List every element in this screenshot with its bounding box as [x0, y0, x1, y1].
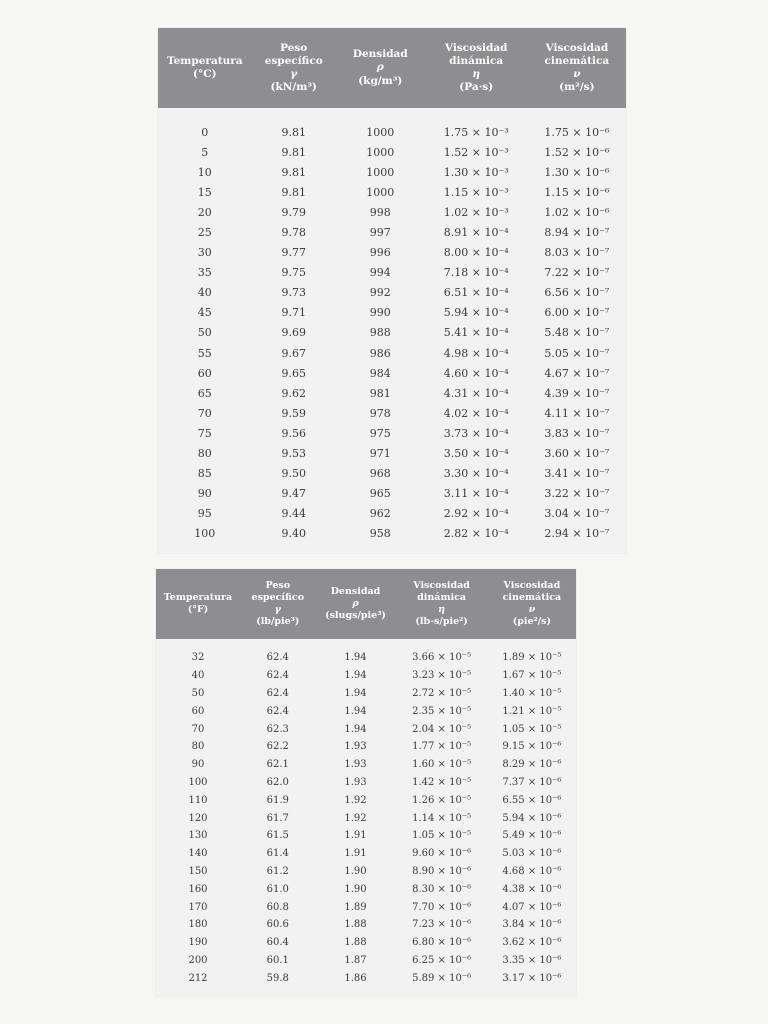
header-symbol: ρ	[376, 61, 384, 74]
table-row	[158, 222, 626, 242]
us-header-row	[156, 569, 576, 639]
table-cell: 1.21 × 10⁻⁵	[502, 705, 562, 717]
si-table	[158, 28, 626, 544]
table-cell: 1.91	[344, 848, 367, 860]
table-cell: 992	[369, 286, 391, 300]
table-cell: 1000	[366, 125, 395, 139]
table-cell: 968	[369, 467, 391, 481]
table-cell: 3.50 × 10⁻⁴	[443, 447, 509, 461]
table-cell: 100	[188, 776, 208, 788]
table-cell: 9.81	[281, 125, 306, 139]
header-title: Temperatura	[167, 54, 243, 67]
table-cell: 9.47	[281, 487, 306, 501]
table-row	[156, 845, 576, 863]
table-cell: 9.60 × 10⁻⁶	[412, 848, 472, 860]
si-header-row	[158, 28, 626, 108]
table-cell: 3.11 × 10⁻⁴	[443, 487, 509, 501]
table-cell: 1.60 × 10⁻⁵	[412, 759, 472, 771]
table-cell: 9.78	[281, 226, 306, 240]
table-cell: 65	[197, 386, 212, 400]
table-cell: 1.15 × 10⁻⁶	[544, 185, 610, 199]
table-row	[158, 263, 626, 283]
table-row	[156, 756, 576, 774]
table-cell: 90	[197, 487, 212, 501]
table-cell: 996	[369, 246, 391, 260]
table-cell: 3.23 × 10⁻⁵	[412, 670, 472, 682]
table-cell: 62.2	[266, 741, 289, 753]
table-cell: 85	[197, 467, 212, 481]
table-cell: 2.92 × 10⁻⁴	[443, 507, 509, 521]
table-cell: 61.5	[266, 830, 289, 842]
table-cell: 7.18 × 10⁻⁴	[443, 266, 509, 280]
table-cell: 62.4	[266, 652, 289, 664]
si-table-body	[158, 108, 626, 544]
table-cell: 1.94	[344, 687, 367, 699]
table-cell: 1.75 × 10⁻⁶	[544, 125, 610, 139]
header-unit: (m²/s)	[559, 81, 595, 94]
header-title: Temperatura	[163, 592, 233, 604]
table-cell: 1.94	[344, 723, 367, 735]
table-row	[156, 685, 576, 703]
table-cell: 9.81	[281, 165, 306, 179]
table-cell: 1.26 × 10⁻⁵	[412, 794, 472, 806]
table-row	[156, 952, 576, 970]
table-cell: 5.48 × 10⁻⁷	[544, 326, 610, 340]
si_table-header-cell	[158, 28, 252, 108]
table-cell: 1.94	[344, 670, 367, 682]
table-cell: 10	[197, 165, 212, 179]
table-cell: 9.69	[281, 326, 306, 340]
si_table-header-cell	[252, 28, 336, 108]
table-row	[158, 343, 626, 363]
si-units-water-properties-table	[158, 28, 626, 553]
table-cell: 1.93	[344, 759, 367, 771]
table-row	[156, 702, 576, 720]
table-cell: 1.30 × 10⁻⁶	[544, 165, 610, 179]
table-cell: 15	[197, 185, 212, 199]
table-cell: 8.03 × 10⁻⁷	[544, 246, 610, 260]
table-row	[156, 720, 576, 738]
table-cell: 8.90 × 10⁻⁶	[412, 865, 472, 877]
table-cell: 8.00 × 10⁻⁴	[443, 246, 509, 260]
table-cell: 9.15 × 10⁻⁶	[502, 741, 562, 753]
table-cell: 61.7	[266, 812, 289, 824]
si-table-header	[158, 28, 626, 108]
us_table-header-cell	[395, 569, 487, 639]
table-cell: 1.05 × 10⁻⁵	[502, 723, 562, 735]
header-title: Viscosidad dinámica	[413, 580, 470, 604]
table-row	[158, 403, 626, 423]
table-cell: 5.03 × 10⁻⁶	[502, 848, 562, 860]
table-cell: 7.70 × 10⁻⁶	[412, 901, 472, 913]
table-cell: 3.62 × 10⁻⁶	[502, 937, 562, 949]
table-cell: 75	[197, 426, 212, 440]
table-row	[158, 108, 626, 142]
header-symbol: η	[438, 604, 446, 615]
table-cell: 170	[188, 901, 208, 913]
table-cell: 3.83 × 10⁻⁷	[544, 426, 610, 440]
table-cell: 50	[191, 687, 205, 699]
header-symbol: ν	[573, 68, 581, 80]
table-cell: 5.41 × 10⁻⁴	[443, 326, 509, 340]
table-cell: 978	[369, 406, 391, 420]
table-cell: 5	[201, 145, 209, 159]
table-cell: 3.66 × 10⁻⁵	[412, 652, 472, 664]
table-cell: 1000	[366, 165, 395, 179]
header-title: Viscosidad dinámica	[444, 41, 508, 67]
table-cell: 130	[188, 830, 208, 842]
table-row	[158, 444, 626, 464]
header-title: Densidad	[330, 586, 381, 598]
table-cell: 60	[197, 366, 212, 380]
header-title: Peso específico	[264, 41, 323, 67]
header-unit: (Pa·s)	[459, 81, 494, 94]
header-unit: (lb-s/pie²)	[415, 615, 468, 627]
table-cell: 1.02 × 10⁻⁶	[544, 205, 610, 219]
header-unit: (slugs/pie³)	[325, 609, 386, 621]
table-cell: 62.4	[266, 687, 289, 699]
header-symbol: ρ	[352, 598, 359, 610]
table-row	[158, 182, 626, 202]
table-cell: 1.52 × 10⁻³	[443, 145, 509, 159]
table-cell: 60.8	[266, 901, 289, 913]
table-cell: 988	[369, 326, 391, 340]
table-cell: 3.22 × 10⁻⁷	[544, 487, 610, 501]
table-cell: 1.93	[344, 776, 367, 788]
table-cell: 61.2	[266, 865, 289, 877]
table-cell: 9.59	[281, 406, 306, 420]
table-cell: 1.88	[344, 937, 367, 949]
table-row	[158, 303, 626, 323]
table-cell: 1.52 × 10⁻⁶	[544, 145, 610, 159]
table-cell: 2.94 × 10⁻⁷	[544, 527, 610, 541]
table-row	[156, 969, 576, 987]
table-row	[156, 863, 576, 881]
table-cell: 5.94 × 10⁻⁴	[443, 306, 509, 320]
table-cell: 984	[369, 366, 391, 380]
table-cell: 55	[197, 346, 212, 360]
table-cell: 1.40 × 10⁻⁵	[502, 687, 562, 699]
header-title: Densidad	[352, 48, 408, 61]
table-cell: 1.77 × 10⁻⁵	[412, 741, 472, 753]
table-cell: 7.22 × 10⁻⁷	[544, 266, 610, 280]
table-cell: 35	[197, 266, 212, 280]
header-title: Peso específico	[251, 580, 305, 604]
table-row	[158, 323, 626, 343]
table-cell: 6.25 × 10⁻⁶	[412, 954, 472, 966]
table-cell: 994	[369, 266, 391, 280]
table-cell: 5.49 × 10⁻⁶	[502, 830, 562, 842]
header-symbol: η	[472, 68, 481, 80]
table-row	[156, 738, 576, 756]
table-row	[158, 504, 626, 524]
table-cell: 4.98 × 10⁻⁴	[443, 346, 509, 360]
table-cell: 3.17 × 10⁻⁶	[502, 972, 562, 984]
header-symbol: γ	[274, 604, 281, 615]
table-cell: 9.71	[281, 306, 306, 320]
table-row	[156, 774, 576, 792]
table-row	[156, 791, 576, 809]
header-unit: (kN/m³)	[270, 81, 317, 94]
us-table	[156, 569, 576, 987]
table-cell: 80	[197, 447, 212, 461]
table-cell: 32	[191, 652, 205, 664]
table-cell: 3.04 × 10⁻⁷	[544, 507, 610, 521]
si_table-header-cell	[336, 28, 425, 108]
table-cell: 7.37 × 10⁻⁶	[502, 776, 562, 788]
table-cell: 4.39 × 10⁻⁷	[544, 386, 610, 400]
table-cell: 140	[188, 848, 208, 860]
table-cell: 61.9	[266, 794, 289, 806]
table-cell: 1.94	[344, 652, 367, 664]
table-cell: 2.35 × 10⁻⁵	[412, 705, 472, 717]
table-cell: 6.56 × 10⁻⁷	[544, 286, 610, 300]
table-cell: 9.77	[281, 246, 306, 260]
table-cell: 9.40	[281, 527, 306, 541]
table-cell: 180	[188, 919, 208, 931]
table-row	[158, 243, 626, 263]
table-cell: 30	[197, 246, 212, 260]
table-row	[156, 880, 576, 898]
table-cell: 965	[369, 487, 391, 501]
table-cell: 9.65	[281, 366, 306, 380]
table-cell: 1000	[366, 145, 395, 159]
table-cell: 998	[369, 205, 391, 219]
table-cell: 6.55 × 10⁻⁶	[502, 794, 562, 806]
header-symbol: ν	[528, 604, 536, 615]
table-row	[156, 934, 576, 952]
table-cell: 25	[197, 226, 212, 240]
table-cell: 60	[191, 705, 205, 717]
table-cell: 2.82 × 10⁻⁴	[443, 527, 509, 541]
header-unit: (pie²/s)	[512, 615, 552, 627]
table-row	[158, 202, 626, 222]
us_table-header-cell	[316, 569, 396, 639]
table-cell: 1.90	[344, 883, 367, 895]
header-unit: (°F)	[187, 604, 209, 615]
table-cell: 40	[197, 286, 212, 300]
table-cell: 1.88	[344, 919, 367, 931]
table-row	[156, 827, 576, 845]
table-cell: 9.62	[281, 386, 306, 400]
table-cell: 9.67	[281, 346, 306, 360]
table-cell: 9.53	[281, 447, 306, 461]
table-cell: 40	[191, 670, 205, 682]
table-cell: 1.42 × 10⁻⁵	[412, 776, 472, 788]
table-cell: 1.30 × 10⁻³	[443, 165, 509, 179]
table-cell: 1.75 × 10⁻³	[443, 125, 509, 139]
header-symbol: γ	[290, 68, 298, 80]
table-cell: 61.4	[266, 848, 289, 860]
table-cell: 59.8	[266, 972, 289, 984]
table-cell: 5.89 × 10⁻⁶	[412, 972, 472, 984]
table-cell: 1.14 × 10⁻⁵	[412, 812, 472, 824]
table-row	[158, 524, 626, 544]
table-cell: 1.67 × 10⁻⁵	[502, 670, 562, 682]
table-cell: 62.0	[266, 776, 289, 788]
table-cell: 1.92	[344, 812, 367, 824]
table-cell: 986	[369, 346, 391, 360]
table-row	[158, 484, 626, 504]
table-cell: 1.92	[344, 794, 367, 806]
table-cell: 212	[188, 972, 208, 984]
table-cell: 9.79	[281, 205, 306, 219]
table-cell: 200	[188, 954, 208, 966]
table-cell: 60.1	[266, 954, 289, 966]
table-cell: 90	[191, 759, 205, 771]
table-cell: 1.90	[344, 865, 367, 877]
table-cell: 2.04 × 10⁻⁵	[412, 723, 472, 735]
table-row	[158, 162, 626, 182]
table-cell: 3.60 × 10⁻⁷	[544, 447, 610, 461]
us_table-header-cell	[240, 569, 316, 639]
table-row	[158, 464, 626, 484]
table-cell: 120	[188, 812, 208, 824]
table-cell: 190	[188, 937, 208, 949]
table-cell: 45	[197, 306, 212, 320]
table-cell: 9.73	[281, 286, 306, 300]
table-cell: 962	[369, 507, 391, 521]
table-cell: 7.23 × 10⁻⁶	[412, 919, 472, 931]
table-row	[158, 142, 626, 162]
table-cell: 60.6	[266, 919, 289, 931]
table-cell: 1.05 × 10⁻⁵	[412, 830, 472, 842]
table-cell: 9.75	[281, 266, 306, 280]
table-cell: 5.94 × 10⁻⁶	[502, 812, 562, 824]
us-table-body	[156, 639, 576, 987]
table-cell: 3.35 × 10⁻⁶	[502, 954, 562, 966]
table-cell: 110	[188, 794, 208, 806]
table-cell: 4.38 × 10⁻⁶	[502, 883, 562, 895]
table-cell: 50	[197, 326, 212, 340]
si_table-header-cell	[425, 28, 528, 108]
table-cell: 9.81	[281, 145, 306, 159]
table-cell: 3.30 × 10⁻⁴	[443, 467, 509, 481]
table-cell: 70	[191, 723, 205, 735]
header-title: Viscosidad cinemática	[544, 41, 610, 67]
table-cell: 5.05 × 10⁻⁷	[544, 346, 610, 360]
table-cell: 4.07 × 10⁻⁶	[502, 901, 562, 913]
table-row	[158, 283, 626, 303]
table-cell: 62.1	[266, 759, 289, 771]
table-cell: 1.15 × 10⁻³	[443, 185, 509, 199]
us-units-water-properties-table	[156, 569, 576, 997]
table-cell: 1.02 × 10⁻³	[443, 205, 509, 219]
table-cell: 1.86	[344, 972, 367, 984]
header-title: Viscosidad cinemática	[502, 580, 562, 604]
table-cell: 981	[369, 386, 391, 400]
table-row	[156, 667, 576, 685]
table-cell: 975	[369, 426, 391, 440]
table-cell: 6.00 × 10⁻⁷	[544, 306, 610, 320]
table-cell: 4.68 × 10⁻⁶	[502, 865, 562, 877]
table-cell: 3.41 × 10⁻⁷	[544, 467, 610, 481]
table-cell: 9.81	[281, 185, 306, 199]
table-cell: 1.94	[344, 705, 367, 717]
table-row	[158, 383, 626, 403]
table-cell: 6.80 × 10⁻⁶	[412, 937, 472, 949]
table-cell: 990	[369, 306, 391, 320]
table-cell: 4.67 × 10⁻⁷	[544, 366, 610, 380]
table-cell: 150	[188, 865, 208, 877]
table-cell: 20	[197, 205, 212, 219]
table-cell: 62.4	[266, 705, 289, 717]
table-cell: 958	[369, 527, 391, 541]
table-cell: 1.91	[344, 830, 367, 842]
table-cell: 971	[369, 447, 391, 461]
us-table-header	[156, 569, 576, 639]
table-row	[156, 639, 576, 667]
table-cell: 3.73 × 10⁻⁴	[443, 426, 509, 440]
table-cell: 8.91 × 10⁻⁴	[443, 226, 509, 240]
header-unit: (lb/pie³)	[256, 615, 300, 627]
table-cell: 8.29 × 10⁻⁶	[502, 759, 562, 771]
us_table-header-cell	[156, 569, 240, 639]
table-cell: 1.87	[344, 954, 367, 966]
table-cell: 4.31 × 10⁻⁴	[443, 386, 509, 400]
table-cell: 62.3	[266, 723, 289, 735]
table-cell: 8.30 × 10⁻⁶	[412, 883, 472, 895]
table-cell: 997	[369, 226, 391, 240]
table-cell: 9.44	[281, 507, 306, 521]
table-cell: 3.84 × 10⁻⁶	[502, 919, 562, 931]
table-cell: 1.89	[344, 901, 367, 913]
table-row	[156, 809, 576, 827]
table-cell: 1.93	[344, 741, 367, 753]
table-cell: 9.50	[281, 467, 306, 481]
table-cell: 2.72 × 10⁻⁵	[412, 687, 472, 699]
table-cell: 1.89 × 10⁻⁵	[502, 652, 562, 664]
table-cell: 8.94 × 10⁻⁷	[544, 226, 610, 240]
table-cell: 60.4	[266, 937, 289, 949]
table-row	[158, 423, 626, 443]
table-cell: 4.02 × 10⁻⁴	[443, 406, 509, 420]
us_table-header-cell	[488, 569, 576, 639]
table-cell: 0	[201, 125, 209, 139]
table-cell: 4.60 × 10⁻⁴	[443, 366, 509, 380]
header-unit: (kg/m³)	[358, 74, 403, 87]
table-cell: 6.51 × 10⁻⁴	[443, 286, 509, 300]
table-cell: 80	[191, 741, 205, 753]
table-row	[158, 363, 626, 383]
table-cell: 4.11 × 10⁻⁷	[544, 406, 610, 420]
table-cell: 61.0	[266, 883, 289, 895]
table-cell: 9.56	[281, 426, 306, 440]
table-row	[156, 898, 576, 916]
table-cell: 100	[194, 527, 216, 541]
header-unit: (°C)	[193, 68, 217, 80]
table-row	[156, 916, 576, 934]
table-cell: 1000	[366, 185, 395, 199]
table-cell: 95	[197, 507, 212, 521]
table-cell: 70	[197, 406, 212, 420]
table-cell: 62.4	[266, 670, 289, 682]
si_table-header-cell	[528, 28, 626, 108]
table-cell: 160	[188, 883, 208, 895]
